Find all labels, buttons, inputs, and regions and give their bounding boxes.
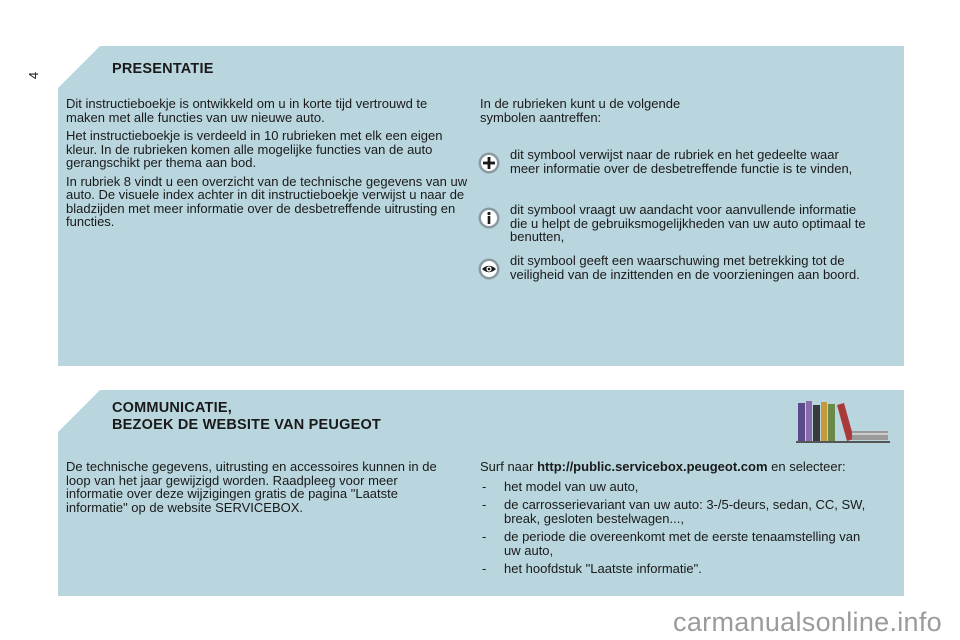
surf-text xyxy=(480,460,880,474)
dash: - xyxy=(482,561,487,576)
list-item-text: de carrosserievariant van uw auto: 3-/5-deurs, sedan, CC, SW, break, gesloten bestelwagen..., xyxy=(504,497,866,526)
symbol-eye-text: dit symbool geeft een waarschuwing met betrekking tot de veiligheid van de inzittenden en de voorzieningen aan boord. xyxy=(510,253,860,282)
surf-prefix: Surf naar xyxy=(480,459,538,474)
symbols-intro-text: In de rubrieken kunt u de volgende symbolen aantreffen: xyxy=(480,96,681,125)
surf-suffix: en selecteer: xyxy=(767,459,846,474)
dash: - xyxy=(482,529,487,544)
watermark: carmanualsonline.info xyxy=(673,607,942,637)
communicatie-title-line2: BEZOEK DE WEBSITE VAN PEUGEOT xyxy=(112,417,381,433)
paragraph: Het instructieboekje is verdeeld in 10 rubrieken met elk een eigen kleur. In de rubrieken komen alle mogelijke functies van de auto gerangschikt per thema aan bod. xyxy=(66,128,443,170)
communicatie-left-column xyxy=(66,460,456,519)
communicatie-title-line1: COMMUNICATIE, xyxy=(112,400,232,416)
info-icon xyxy=(478,207,500,229)
servicebox-link[interactable]: http://public.servicebox.peugeot.com xyxy=(537,459,768,474)
books-icon xyxy=(796,399,892,445)
symbol-info-text: dit symbool vraagt uw aandacht voor aanvullende informatie die u helpt de gebruiksmogelijkheden van uw auto optimaal te benutten, xyxy=(510,202,866,244)
presentatie-left-column xyxy=(66,97,468,234)
list-item xyxy=(480,498,880,525)
eye-icon xyxy=(478,258,500,280)
dash: - xyxy=(482,497,487,512)
paragraph: Dit instructieboekje is ontwikkeld om u in korte tijd vertrouwd te maken met alle functies van uw nieuwe auto. xyxy=(66,96,428,125)
communicatie-right-column xyxy=(480,460,880,581)
list-item-text: de periode die overeenkomt met de eerste tenaamstelling van uw auto, xyxy=(504,529,861,558)
dash: - xyxy=(482,478,487,494)
symbol-plus-text: dit symbool verwijst naar de rubriek en het gedeelte waar meer informatie over de desbetreffende functie is te vinden, xyxy=(510,147,853,176)
symbols-list xyxy=(478,148,888,298)
page-number: 4 xyxy=(26,71,42,80)
communicatie-title xyxy=(112,400,381,434)
symbols-intro xyxy=(480,97,730,129)
list-item xyxy=(480,480,880,494)
list-item xyxy=(480,562,880,576)
paragraph: In rubriek 8 vindt u een overzicht van de technische gegevens van uw auto. De visuele index achter in dit instructieboekje verwijst u naar de bladzijden met meer informatie over de desbetreffende uitrusting en functies. xyxy=(66,173,468,229)
list-item-text: het model van uw auto, xyxy=(504,478,639,494)
list-item-text: het hoofdstuk "Laatste informatie". xyxy=(504,561,702,576)
list-item xyxy=(480,530,880,557)
presentatie-title: PRESENTATIE xyxy=(112,61,214,77)
plus-icon xyxy=(478,152,500,174)
paragraph: De technische gegevens, uitrusting en accessoires kunnen in de loop van het jaar gewijzigd worden. Raadpleeg voor meer informatie over deze wijzigingen gratis de pagina "Laatste informatie" op de website SERVICEBOX. xyxy=(66,459,437,515)
